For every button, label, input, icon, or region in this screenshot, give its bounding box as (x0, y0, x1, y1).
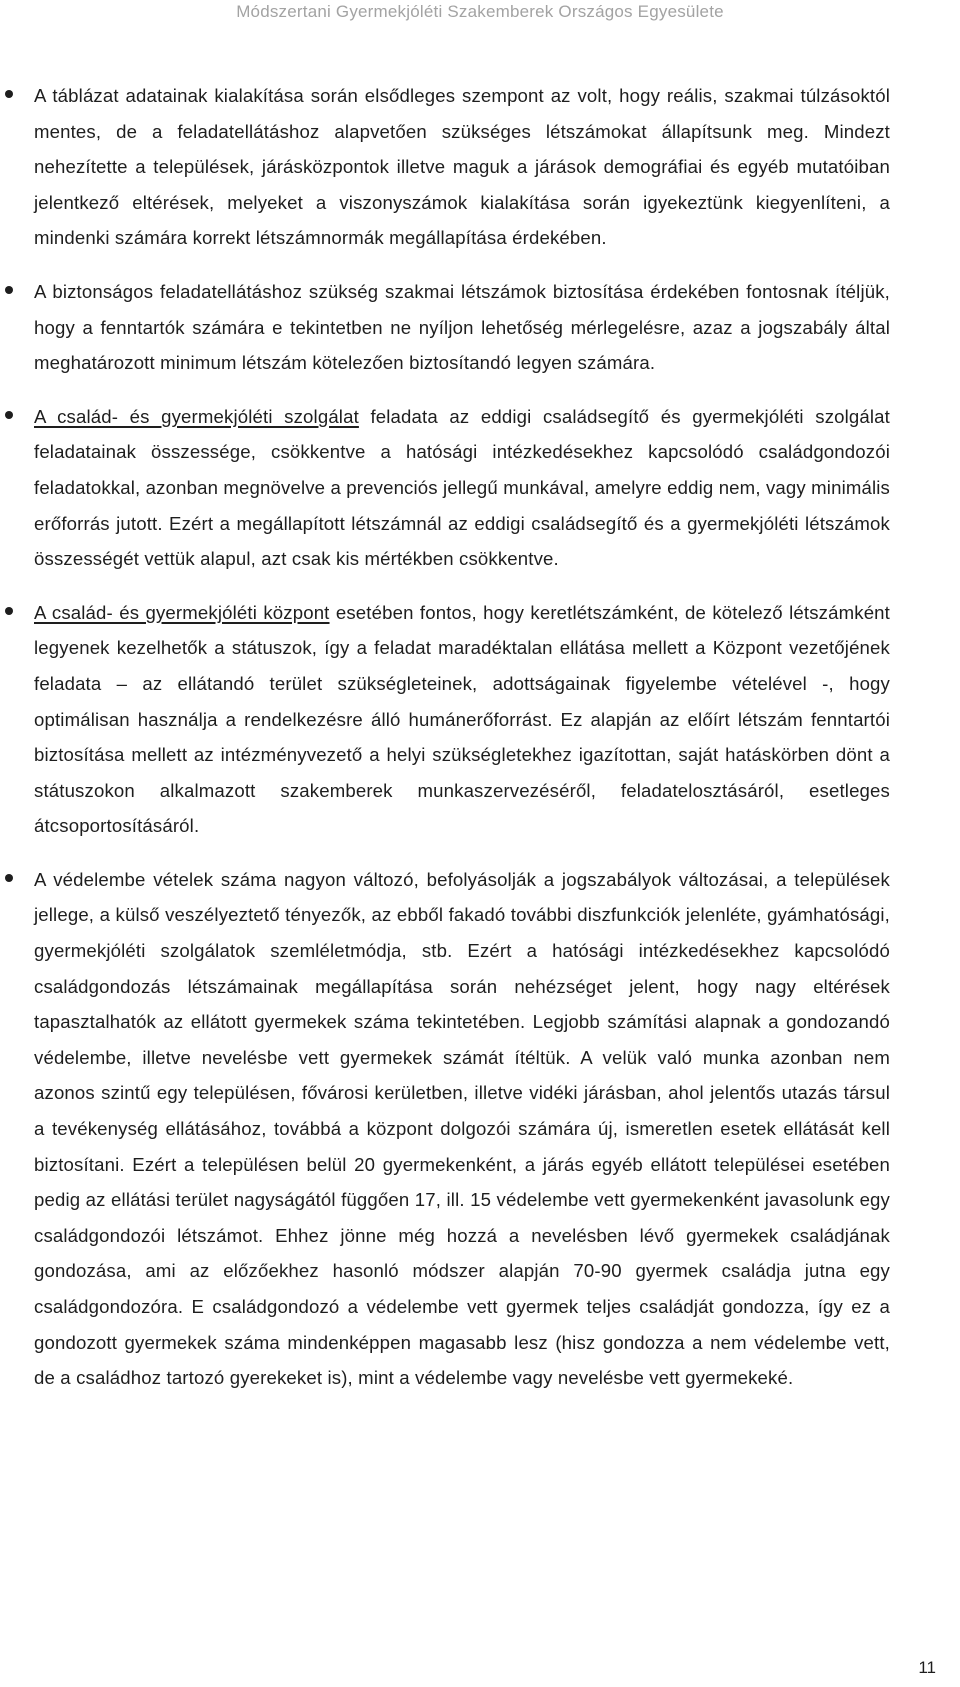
list-item (34, 274, 890, 381)
paragraph-text: A táblázat adatainak kialakítása során elsődleges szempont az volt, hogy reális, szakmai túlzásoktól mentes, de a feladatellátáshoz alapvetően szükséges létszámokat állapítsunk meg. Mindezt nehezítette a települések, járásközpontok illetve maguk a járások demográfiai és egyéb mutatóiban jelentkező eltérések, melyeket a viszonyszámok kialakítása során igyekeztünk kiegyenlíteni, a mindenki számára korrekt létszámnormák megállapítása érdekében. (34, 85, 890, 249)
bullet-icon (5, 874, 13, 882)
list-item (34, 595, 890, 844)
list-item (34, 862, 890, 1396)
paragraph-text: A család- és gyermekjóléti központ esetében fontos, hogy keretlétszámként, de kötelező létszámként legyenek kezelhetők a státuszok, így a feladat maradéktalan ellátása mellett a Központ vezetőjének feladata – az ellátandó terület szükségleteinek, adottságainak figyelembe vételével -, hogy optimálisan használja a rendelkezésre álló humánerőforrást. Ez alapján az előírt létszám fenntartói biztosítása mellett az intézményvezető a helyi szükségletekhez igazítottan, saját hatáskörben dönt a státuszokon alkalmazott szakemberek munkaszervezéséről, feladatelosztásáról, esetleges átcsoportosításáról. (34, 601, 890, 837)
organization-name: Módszertani Gyermekjóléti Szakemberek Országos Egyesülete (236, 2, 724, 21)
list-item (34, 399, 890, 577)
bullet-icon (5, 607, 13, 615)
document-body (0, 78, 960, 1414)
page-header (0, 0, 960, 36)
paragraph-text: A biztonságos feladatellátáshoz szükség szakmai létszámok biztosítása érdekében fontosnak ítéljük, hogy a fenntartók számára e tekintetben ne nyíljon lehetőség mérlegelésre, azaz a jogszabály által meghatározott minimum létszám kötelezően biztosítandó legyen számára. (34, 280, 890, 374)
bullet-icon (5, 411, 13, 419)
underlined-term: A család- és gyermekjóléti központ (34, 601, 330, 623)
paragraph-text: A védelembe vételek száma nagyon változó, befolyásolják a jogszabályok változásai, a települések jellege, a külső veszélyeztető tényezők, az ebből fakadó további diszfunkciók jelenléte, gyámhatósági, gyermekjóléti szolgálatok szemléletmódja, stb. Ezért a hatósági intézkedésekhez kapcsolódó családgondozás létszámainak megállapítása során nehézséget jelent, hogy nagy eltérések tapasztalhatók az ellátott gyermekek száma tekintetében. Legjobb számítási alapnak a gondozandó védelembe, illetve nevelésbe vett gyermekek számát ítéltük. A velük való munka azonban nem azonos szintű egy településen, fővárosi kerületben, illetve vidéki járásban, ahol jelentős utazás társul a tevékenység ellátásához, továbbá a központ dolgozói számára új, ismeretlen esetek ellátását kell biztosítani. Ezért a településen belül 20 gyermekenként, a járás egyéb ellátott települései esetében pedig az ellátási terület nagyságától függően 17, ill. 15 védelembe vett gyermekenként javasolunk egy családgondozói létszámot. Ehhez jönne még hozzá a nevelésben lévő gyermekek családjának gondozása, ami az előzőekhez hasonló módszer alapján 70-90 gyermek családja jutna egy családgondozóra. E családgondozó a védelembe vett gyermek teljes családját gondozza, így ez a gondozott gyermekek száma mindenképpen magasabb lesz (hisz gondozza a nem védelembe vett, de a családhoz tartozó gyerekeket is), mint a védelembe vagy nevelésbe vett gyermekeké. (34, 868, 890, 1389)
bullet-icon (5, 286, 13, 294)
list-item (34, 78, 890, 256)
underlined-term: A család- és gyermekjóléti szolgálat (34, 405, 359, 427)
bullet-icon (5, 90, 13, 98)
page-number: 11 (918, 1658, 936, 1677)
paragraph-text: A család- és gyermekjóléti szolgálat feladata az eddigi családsegítő és gyermekjóléti szolgálat feladatainak összessége, csökkentve a hatósági intézkedésekhez kapcsolódó családgondozói feladatokkal, azonban megnövelve a prevenciós jellegű munkával, amelyre eddig nem, vagy minimális erőforrás jutott. Ezért a megállapított létszámnál az eddigi családsegítő és a gyermekjóléti létszámok összességét vettük alapul, azt csak kis mértékben csökkentve. (34, 405, 890, 570)
